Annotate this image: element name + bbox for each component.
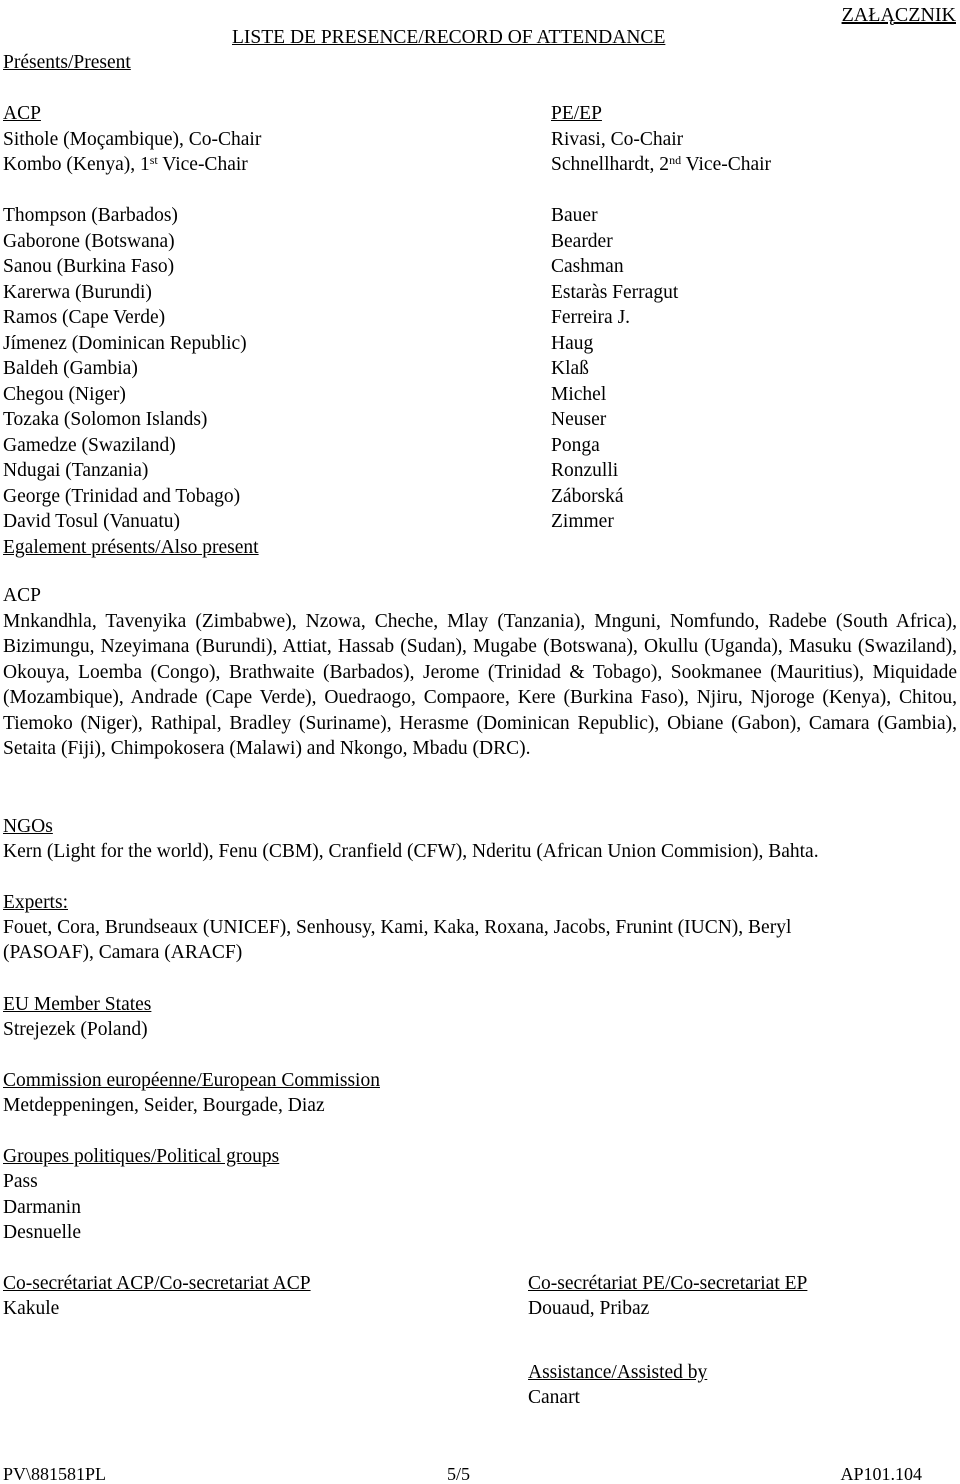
ngos-list: Kern (Light for the world), Fenu (CBM), Cranfield (CFW), Nderitu (African Union Commision), Bahta.	[3, 841, 819, 862]
also-present-heading: Egalement présents/Also present	[3, 536, 259, 558]
acp-member: David Tosul (Vanuatu)	[3, 511, 180, 532]
political-group-member: Darmanin	[3, 1197, 81, 1218]
acp-heading: ACP	[3, 103, 41, 124]
present-heading: Présents/Present	[3, 52, 131, 73]
acp-member: Ramos (Cape Verde)	[3, 307, 166, 328]
acp-member: Baldeh (Gambia)	[3, 358, 138, 379]
political-group-member: Pass	[3, 1171, 38, 1192]
commission-list: Metdeppeningen, Seider, Bourgade, Diaz	[3, 1095, 325, 1116]
ep-member: Klaß	[551, 358, 589, 379]
acp-members-column	[3, 101, 523, 560]
ep-member: Ponga	[551, 434, 600, 456]
acp-member: Thompson (Barbados)	[3, 205, 178, 226]
eu-states-heading: EU Member States	[3, 994, 152, 1015]
assistance-list: Canart	[528, 1387, 580, 1408]
ep-member: Ronzulli	[551, 460, 619, 481]
ep-member: Neuser	[551, 409, 607, 430]
cosecretariat-ep-heading: Co-secrétariat PE/Co-secretariat EP	[528, 1273, 808, 1294]
ep-member: Bauer	[551, 205, 598, 226]
acp-co-chair: Sithole (Moçambique), Co-Chair	[3, 128, 262, 150]
annex-label: ZAŁĄCZNIK	[841, 4, 956, 26]
ep-members-column	[551, 101, 951, 535]
acp-also-present-list: Mnkandhla, Tavenyika (Zimbabwe), Nzowa, Cheche, Mlay (Tanzania), Mnguni, Nomfundo, Radebe (South Africa), Bizimungu, Nzeyimana (Burundi), Attiat, Hassab (Sudan), Mugabe (Botswana), Okullu (Uganda), Masuku (Swaziland), Okouya, Loemba (Congo), Brathwaite (Barbados), Jerome (Trinidad & Tobago), Sookmanee (Mauritius), Miquidade (Mozambique), Andrade (Cape Verde), Ouedraogo, Compaore, Kere (Burkina Faso), Njiru, Njoroge (Kenya), Chitou, Tiemoko (Niger), Rathipal, Bradley (Suriname), Herasme (Dominican Republic), Obiane (Gabon), Camara (Gambia), Setaita (Fiji), Chimpokosera (Malawi) and Nkongo, Mbadu (DRC).	[3, 610, 957, 759]
acp-member: Ndugai (Tanzania)	[3, 460, 149, 481]
footer-ap-ref: AP101.104	[840, 1464, 922, 1484]
political-groups-heading: Groupes politiques/Political groups	[3, 1146, 280, 1167]
acp-member: Gamedze (Swaziland)	[3, 434, 176, 456]
ep-member: Ferreira J.	[551, 307, 631, 328]
assistance-heading: Assistance/Assisted by	[528, 1362, 708, 1383]
acp-also-present-section	[3, 583, 957, 762]
political-group-member: Desnuelle	[3, 1222, 81, 1243]
ep-heading: PE/EP	[551, 103, 602, 124]
acp-also-heading: ACP	[3, 585, 41, 606]
ep-member: Cashman	[551, 256, 624, 277]
ngos-heading: NGOs	[3, 816, 53, 837]
ep-member: Zimmer	[551, 511, 614, 532]
page-title: LISTE DE PRESENCE/RECORD OF ATTENDANCE	[232, 27, 666, 48]
acp-member: Chegou (Niger)	[3, 383, 126, 405]
acp-member: Jímenez (Dominican Republic)	[3, 332, 247, 354]
experts-heading: Experts:	[3, 892, 68, 913]
ep-member: Michel	[551, 383, 607, 405]
experts-list-line1: Fouet, Cora, Brundseaux (UNICEF), Senhousy, Kami, Kaka, Roxana, Jacobs, Frunint (IUCN), Beryl	[3, 917, 792, 938]
cosecretariat-acp-list: Kakule	[3, 1298, 60, 1319]
ep-member: Haug	[551, 332, 594, 354]
acp-vice-chair: Kombo (Kenya), 1st Vice-Chair	[3, 153, 248, 175]
ep-member: Bearder	[551, 230, 613, 252]
commission-heading: Commission européenne/European Commission	[3, 1070, 380, 1091]
eu-states-list: Strejezek (Poland)	[3, 1019, 148, 1040]
ep-member: Estaràs Ferragut	[551, 281, 679, 303]
cosecretariat-acp-heading: Co-secrétariat ACP/Co-secretariat ACP	[3, 1273, 311, 1294]
footer-page-number: 5/5	[447, 1464, 471, 1484]
acp-member: Sanou (Burkina Faso)	[3, 256, 175, 277]
ep-co-chair: Rivasi, Co-Chair	[551, 128, 684, 150]
experts-list-line2: (PASOAF), Camara (ARACF)	[3, 942, 243, 963]
footer-doc-ref: PV\881581PL	[3, 1464, 107, 1484]
acp-member: Tozaka (Solomon Islands)	[3, 409, 208, 430]
cosecretariat-ep-list: Douaud, Pribaz	[528, 1298, 650, 1319]
acp-member: Karerwa (Burundi)	[3, 281, 152, 303]
acp-member: George (Trinidad and Tobago)	[3, 485, 241, 507]
ep-member: Záborská	[551, 485, 624, 507]
acp-member: Gaborone (Botswana)	[3, 230, 175, 252]
ep-vice-chair: Schnellhardt, 2nd Vice-Chair	[551, 153, 772, 175]
